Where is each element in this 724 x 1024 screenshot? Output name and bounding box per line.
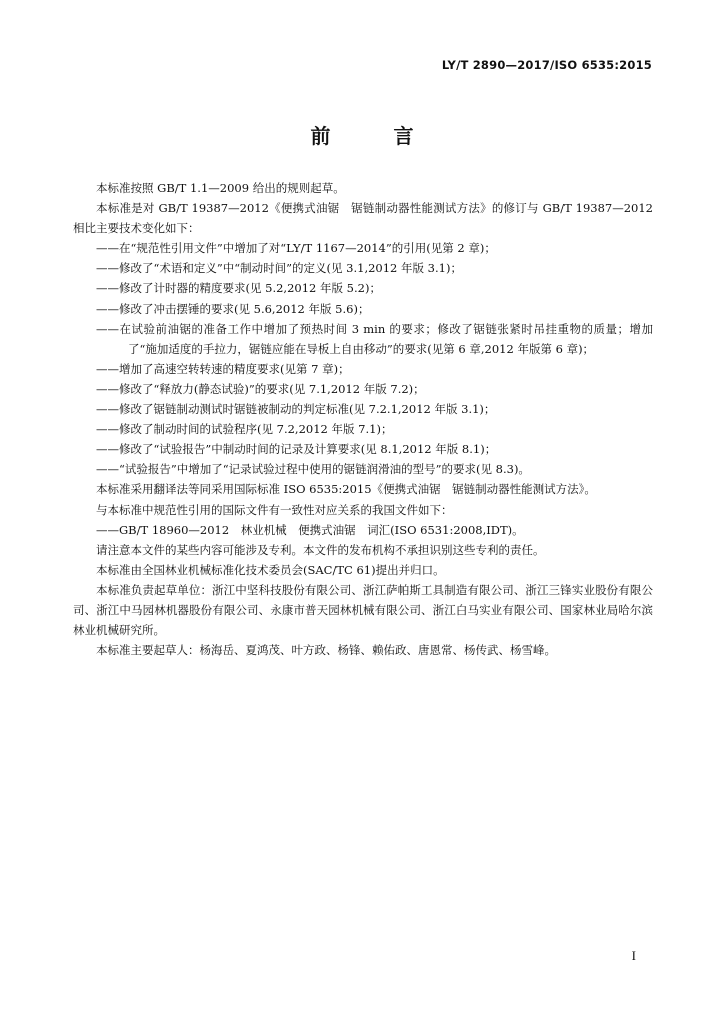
- paragraph: 本标准是对 GB/T 19387—2012《便携式油锯 锯链制动器性能测试方法》的修订与 GB/T 19387—2012 相比主要技术变化如下：: [73, 201, 653, 236]
- paragraph: 本标准采用翻译法等同采用国际标准 ISO 6535:2015《便携式油锯 锯链制动器性能测试方法》。: [96, 482, 596, 497]
- list-item: ——增加了高速空转转速的精度要求(见第 7 章)；: [96, 361, 350, 376]
- list-item: ——修改了冲击摆锤的要求(见 5.6,2012 年版 5.6)；: [96, 301, 370, 316]
- page-title: 前 言: [310, 124, 442, 148]
- list-item: ——“试验报告”中增加了“记录试验过程中使用的锯链润滑油的型号”的要求(见 8.3)。: [96, 462, 530, 477]
- paragraph: 与本标准中规范性引用的国际文件有一致性对应关系的我国文件如下：: [96, 502, 453, 517]
- paragraph: 本标准负责起草单位：浙江中坚科技股份有限公司、浙江萨帕斯工具制造有限公司、浙江三锋实业股份有限公司、浙江中马园林机器股份有限公司、永康市普天园林机械有限公司、浙江白马实业有限公司、国家林业局哈尔滨林业机械研究所。: [73, 582, 653, 638]
- paragraph: 请注意本文件的某些内容可能涉及专利。本文件的发布机构不承担识别这些专利的责任。: [96, 542, 545, 557]
- list-item: ——GB/T 18960—2012 林业机械 便携式油锯 词汇(ISO 6531:2008,IDT)。: [96, 522, 524, 537]
- page-number: I: [631, 948, 636, 963]
- list-item: ——在“规范性引用文件”中增加了对“LY/T 1167—2014”的引用(见第 2 章)；: [96, 241, 496, 256]
- paragraph: 本标准由全国林业机械标准化技术委员会(SAC/TC 61)提出并归口。: [96, 562, 445, 577]
- list-item: ——修改了计时器的精度要求(见 5.2,2012 年版 5.2)；: [96, 281, 381, 296]
- document-body: [73, 178, 653, 660]
- list-item: ——修改了“释放力(静态试验)”的要求(见 7.1,2012 年版 7.2)；: [96, 381, 425, 396]
- paragraph: 本标准主要起草人：杨海岳、夏鸿茂、叶方政、杨锋、赖佑政、唐恩常、杨传武、杨雪峰。: [96, 643, 556, 658]
- list-item: ——修改了锯链制动测试时锯链被制动的判定标准(见 7.2.1,2012 年版 3.1)；: [96, 402, 496, 417]
- paragraph: 本标准按照 GB/T 1.1—2009 给出的规则起草。: [96, 181, 345, 195]
- list-item: ——修改了“术语和定义”中“制动时间”的定义(见 3.1,2012 年版 3.1)；: [96, 261, 462, 276]
- list-item: ——修改了“试验报告”中制动时间的记录及计算要求(见 8.1,2012 年版 8.1)；: [96, 442, 497, 457]
- list-item: ——在试验前油锯的准备工作中增加了预热时间 3 min 的要求；修改了锯链张紧时吊挂重物的质量；增加了“施加适度的手拉力，锯链应能在导板上自由移动”的要求(见第 6 章,2012 年版第 6 章)；: [96, 321, 653, 356]
- standard-code: LY/T 2890—2017/ISO 6535:2015: [441, 58, 652, 72]
- list-item: ——修改了制动时间的试验程序(见 7.2,2012 年版 7.1)；: [96, 422, 393, 437]
